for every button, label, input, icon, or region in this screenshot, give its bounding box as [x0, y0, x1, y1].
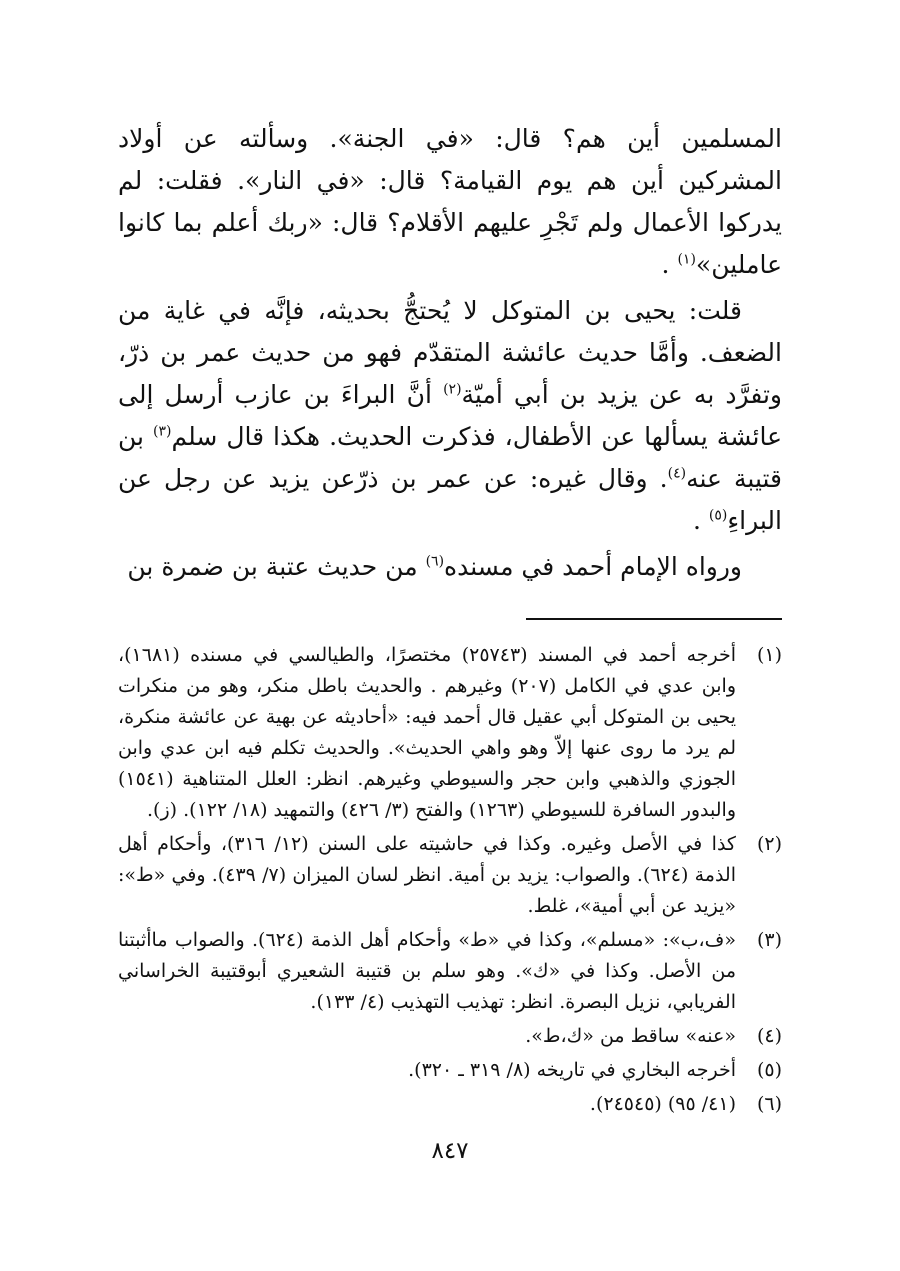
footnote-separator [526, 618, 782, 620]
footnote-ref-3: (٣) [153, 423, 172, 440]
footnote-ref-5: (٥) [708, 507, 728, 524]
book-page [118, 118, 782, 1271]
footnote-2 [118, 829, 782, 922]
paragraph-3-part-a: ورواه الإمام أحمد في مسنده [444, 552, 742, 581]
paragraph-3 [118, 546, 782, 588]
footnote-ref-2: (٢) [443, 381, 462, 398]
paragraph-2-part-b: أنَّ البراءَ بن عازب أرسل إلى عائشة يسألها عن الأطفال، فذكرت الحديث. هكذا قال سلم [118, 380, 783, 451]
paragraph-3-part-b: من حديث عتبة بن ضمرة بن [127, 552, 418, 581]
footnote-number: (٦) [756, 1093, 782, 1115]
footnote-text: «ف،ب»: «مسلم»، وكذا في «ط» وأحكام أهل الذمة (٦٢٤). والصواب ماأثبتنا من الأصل. وكذا في «ك». وهو سلم بن قتيبة الشعيري أبوقتيبة الخراساني الفريابي، نزيل البصرة. انظر: تهذيب التهذيب (٤/ ١٣٣). [118, 929, 736, 1013]
paragraph-2 [118, 290, 782, 542]
footnote-text: «عنه» ساقط من «ك،ط». [525, 1025, 736, 1047]
footnote-3 [118, 925, 782, 1018]
paragraph-2-part-c: بن قتيبة عنه [118, 422, 783, 493]
page-number: ٨٤٧ [431, 1138, 469, 1164]
footnote-ref-4: (٤) [667, 465, 687, 482]
footnote-ref-6: (٦) [425, 553, 445, 570]
paragraph-1-text: المسلمين أين هم؟ قال: «في الجنة». وسألته عن أولاد المشركين أين هم يوم القيامة؟ قال: «في النار». فقلت: لم يدركوا الأعمال ولم تَجْرِ عليهم الأقلام؟ قال: «ربك أعلم بما كانوا عاملين» [118, 124, 782, 279]
paragraph-1 [118, 118, 782, 286]
footnote-number: (٣) [756, 929, 782, 951]
footnote-number: (١) [756, 644, 782, 666]
footnote-5 [118, 1055, 782, 1086]
footnote-4 [118, 1021, 782, 1052]
footnote-6 [118, 1089, 782, 1120]
footnote-text: (٤١/ ٩٥) (٢٤٥٤٥). [589, 1093, 736, 1115]
footnote-number: (٢) [756, 833, 782, 855]
paragraph-2-part-a: قلت: يحيى بن المتوكل لا يُحتجُّ بحديثه، فإنَّه في غاية من الضعف. وأمَّا حديث عائشة المتقدّم فهو من حديث عمر بن ذرّ، وتفرَّد به عن يزيد بن أبي أميّة [118, 296, 782, 409]
footnote-ref-1: (١) [677, 251, 696, 268]
footnote-number: (٥) [756, 1059, 782, 1081]
footnote-number: (٤) [756, 1025, 782, 1047]
footnote-text: كذا في الأصل وغيره. وكذا في حاشيته على السنن (١٢/ ٣١٦)، وأحكام أهل الذمة (٦٢٤). والصواب: يزيد بن أمية. انظر لسان الميزان (٧/ ٤٣٩). وفي «ط»: «يزيد عن أبي أمية»، غلط. [118, 833, 736, 917]
footnote-1 [118, 640, 782, 826]
paragraph-2-part-d: . وقال غيره: عن عمر بن ذرّعن يزيد عن رجل عن البراءِ [118, 464, 782, 535]
footnotes [118, 640, 782, 1120]
paragraph-1-end: . [661, 250, 670, 279]
main-text [118, 118, 782, 588]
footnote-text: أخرجه أحمد في المسند (٢٥٧٤٣) مختصرًا، والطيالسي في مسنده (١٦٨١)، وابن عدي في الكامل (٢٠٧) وغيرهم . والحديث باطل منكر، وهو من منكرات يحيى بن المتوكل أبي عقيل قال أحمد فيه: «أحاديثه عن بهية عن عائشة منكرة، لم يرد ما روى عنها إلاّ وهو واهي الحديث». والحديث تكلم فيه ابن عدي وابن الجوزي والذهبي وابن حجر والسيوطي وغيرهم. انظر: العلل المتناهية (١٥٤١) والبدور السافرة للسيوطي (١٢٦٣) والفتح (٣/ ٤٢٦) والتمهيد (١٨/ ١٢٢). (ز). [118, 644, 737, 821]
paragraph-2-end: . [693, 506, 701, 535]
footnote-text: أخرجه البخاري في تاريخه (٨/ ٣١٩ ـ ٣٢٠). [408, 1059, 736, 1081]
